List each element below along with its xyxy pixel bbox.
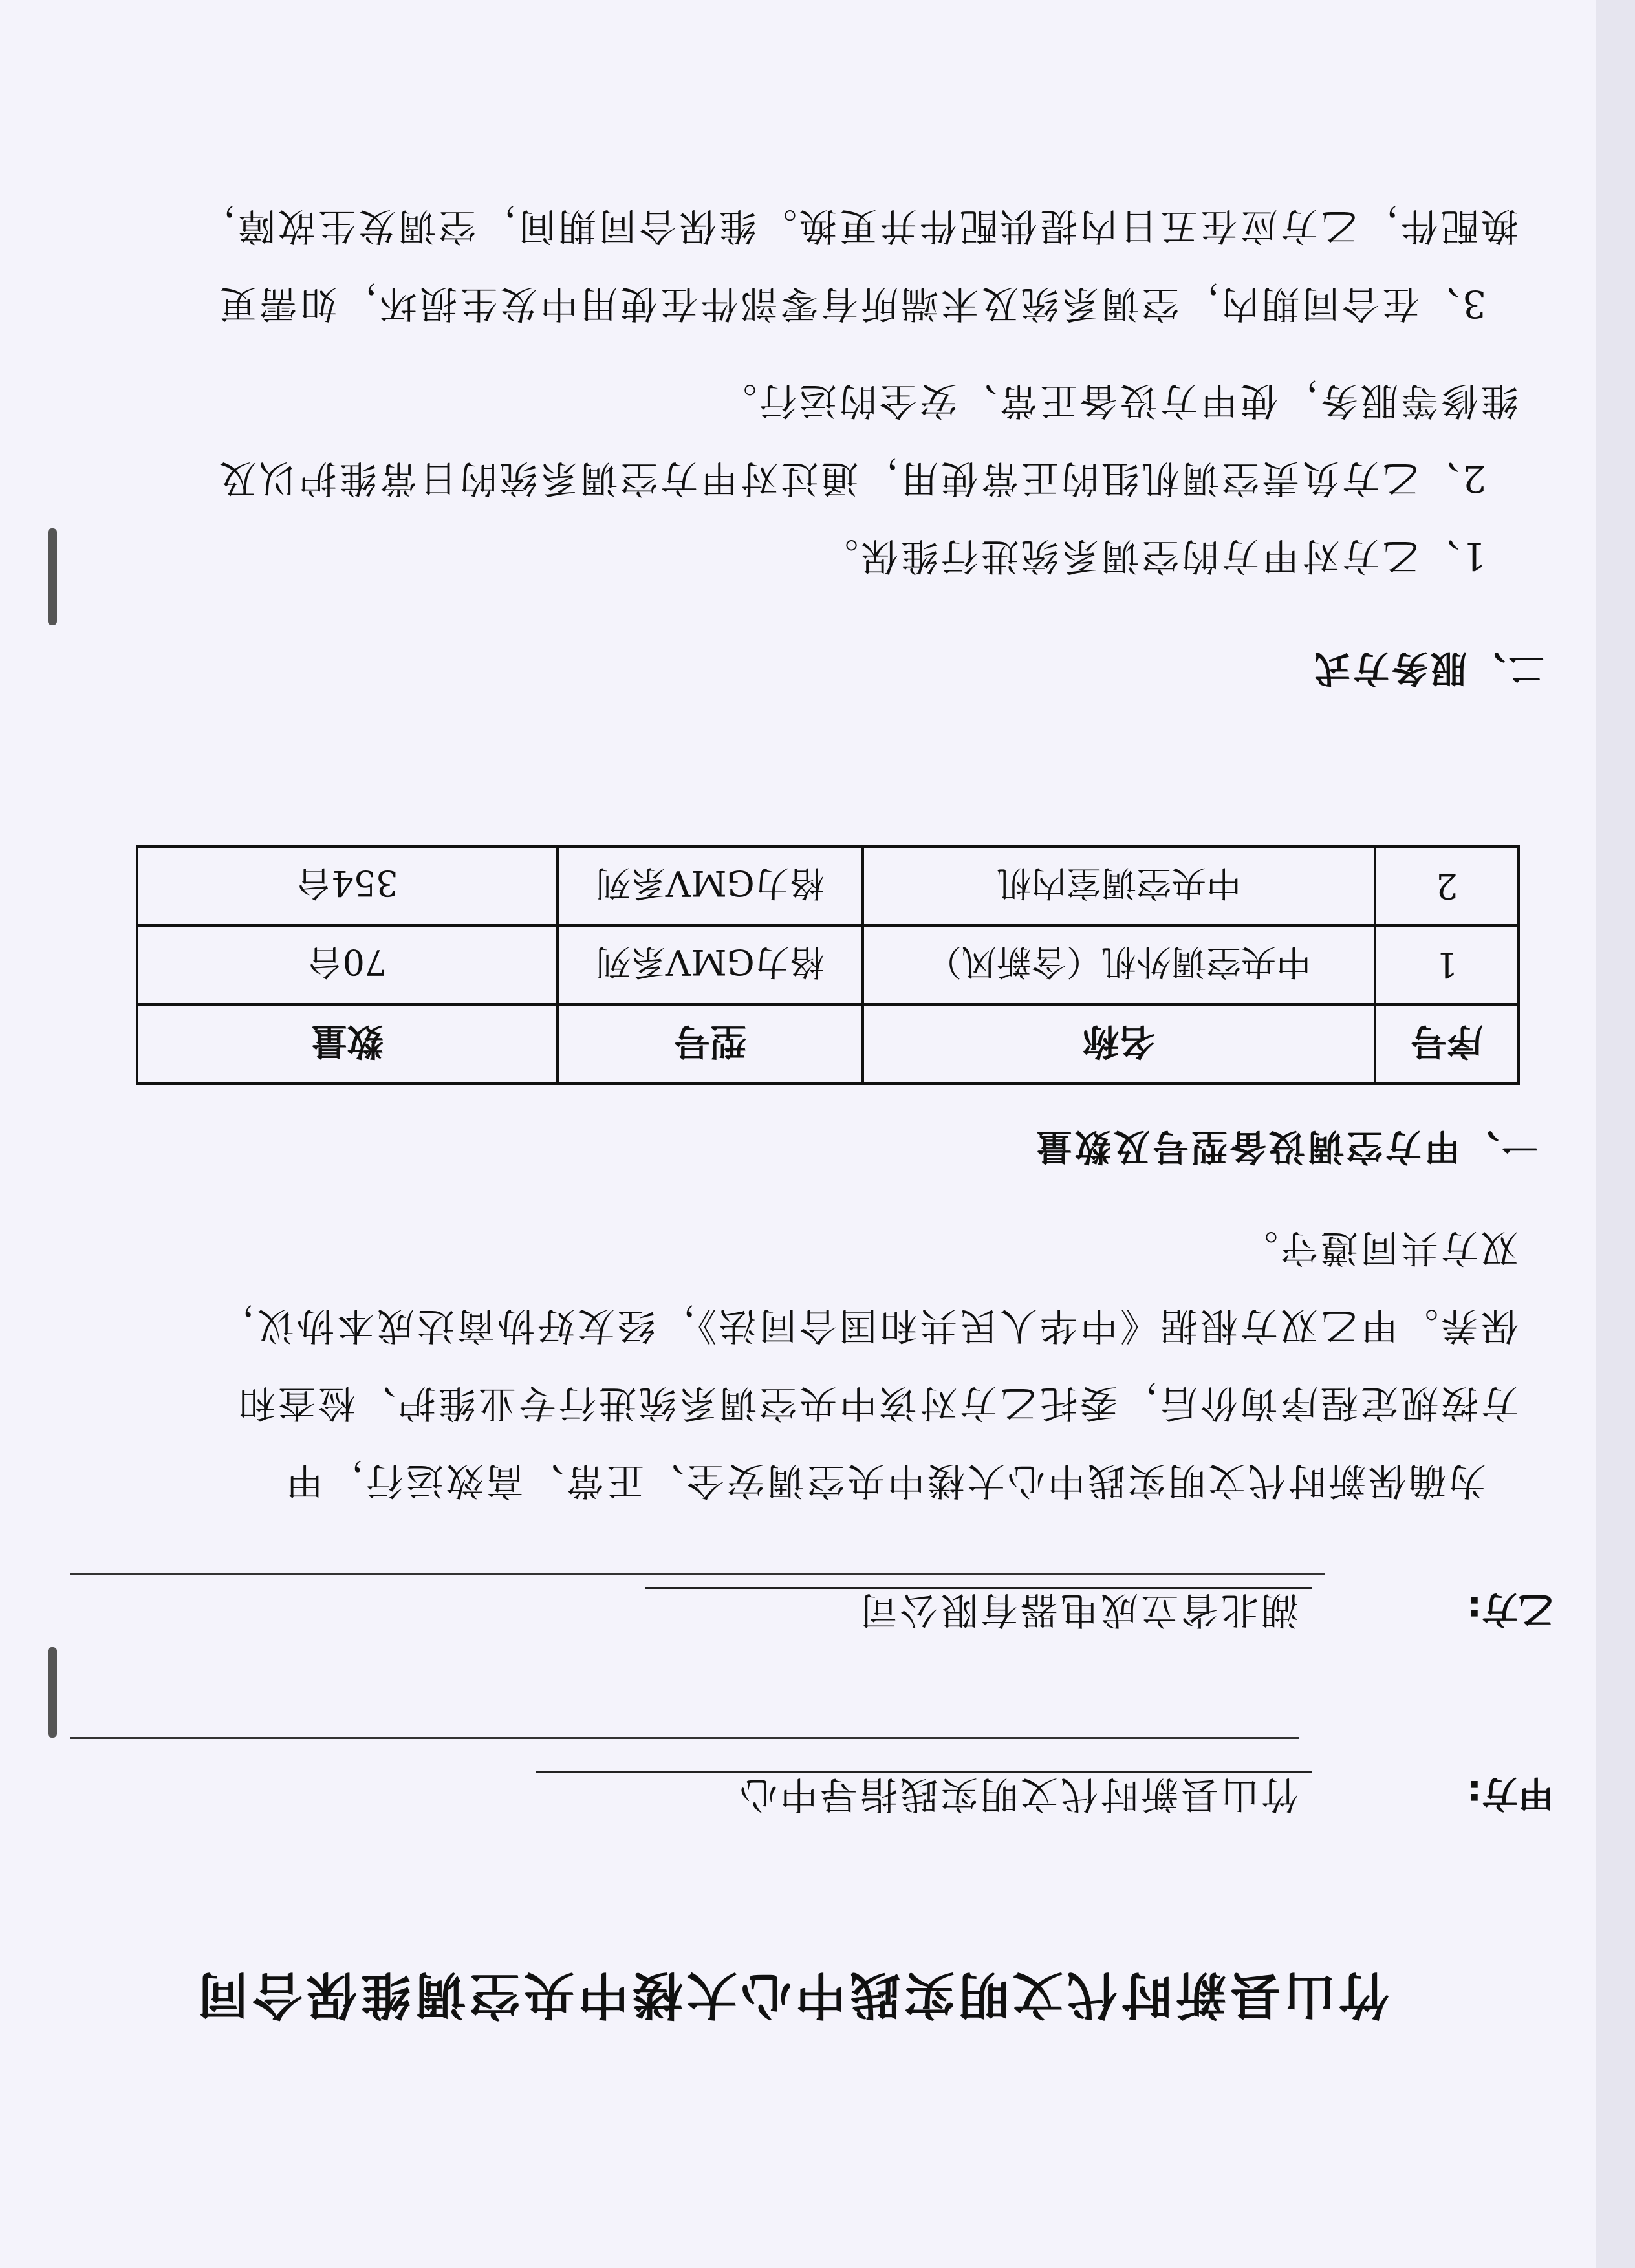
service-line-3: 维修等服务，使甲方设备正常、安全的运行。 xyxy=(716,379,1519,423)
table-cell: 354台 xyxy=(137,847,558,925)
table-row xyxy=(137,847,1519,925)
table-cell: 1 xyxy=(1375,925,1519,1004)
intro-line-2: 方按规定程序询价后，委托乙方对该中央空调系统进行专业维护、检查和 xyxy=(235,1381,1519,1425)
service-line-2: 2、乙方负责空调机组的正常使用，通过对甲方空调系统的日常维护以及 xyxy=(217,457,1486,501)
table-cell: 中央空调外机（含新风） xyxy=(863,925,1375,1004)
equipment-table xyxy=(136,845,1520,1085)
table-row xyxy=(137,925,1519,1004)
table-cell: 格力GMV系列 xyxy=(558,847,863,925)
table-header: 序号 xyxy=(1375,1004,1519,1083)
intro-line-3: 保养。甲乙双方根据《中华人民共和国合同法》，经友好协商达成本协议， xyxy=(213,1304,1519,1348)
section-1-heading: 一、甲方空调设备型号及数量 xyxy=(1034,1125,1538,1167)
party-b-underline xyxy=(645,1587,1312,1589)
party-b-label: 乙方: xyxy=(1467,1588,1554,1630)
party-a-name: 竹山县新时代文明实践指导中心 xyxy=(737,1773,1299,1817)
service-line-4: 3、在合同期内，空调系统及末端所有零部件在使用中发生损坏，如需更 xyxy=(217,282,1486,326)
intro-line-4: 双方共同遵守。 xyxy=(1237,1226,1519,1270)
table-cell: 中央空调室内机 xyxy=(863,847,1375,925)
table-header: 名称 xyxy=(863,1004,1375,1083)
table-cell: 2 xyxy=(1375,847,1519,925)
table-header-row xyxy=(137,1004,1519,1083)
intro-line-1: 为确保新时代文明实践中心大楼中央空调安全、正常、高效运行，甲 xyxy=(283,1459,1486,1503)
service-line-5: 换配件，乙方应在五日内提供配件并更换。维保合同期间，空调发生故障， xyxy=(195,204,1519,248)
service-line-1: 1、乙方对甲方的空调系统进行维保。 xyxy=(818,534,1486,578)
party-a-label: 甲方: xyxy=(1467,1772,1554,1814)
table-cell: 格力GMV系列 xyxy=(558,925,863,1004)
staple-mark xyxy=(48,528,57,625)
table-header: 数量 xyxy=(137,1004,558,1083)
table-header: 型号 xyxy=(558,1004,863,1083)
party-b-name: 湖北省立成电器有限公司 xyxy=(857,1588,1299,1632)
staple-mark xyxy=(48,1647,57,1738)
party-a-rule xyxy=(70,1737,1299,1739)
party-a-underline xyxy=(536,1771,1312,1773)
party-b-rule xyxy=(70,1573,1325,1575)
table-cell: 70台 xyxy=(137,925,558,1004)
page-title: 竹山县新时代文明实践中心大楼中央空调维保合同 xyxy=(193,1965,1389,2024)
section-2-heading: 二、服务方式 xyxy=(1312,647,1544,689)
